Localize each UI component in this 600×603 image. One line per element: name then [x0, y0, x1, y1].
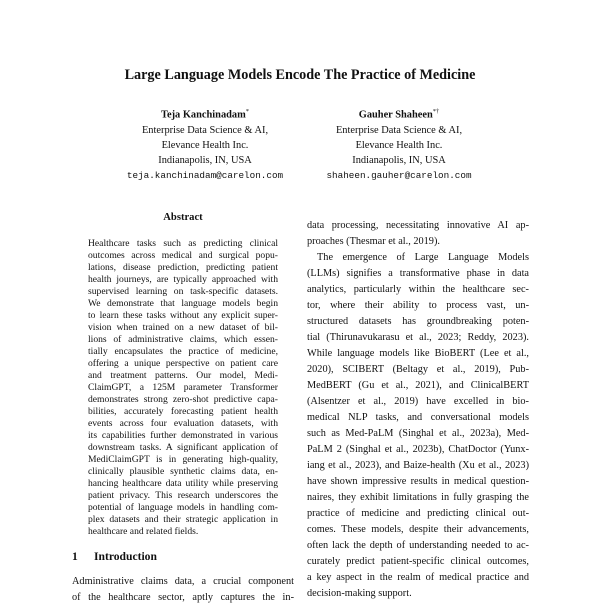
author-block	[95, 104, 315, 183]
author-block	[289, 104, 509, 183]
abstract-line: plex datasets and their strategic application in	[88, 514, 278, 525]
abstract-line: offering a unique perspective on patient care	[88, 358, 278, 369]
author-email[interactable]: teja.kanchinadam@carelon.com	[126, 170, 284, 182]
abstract-line: outcomes across medical and surgical popu-	[88, 250, 278, 261]
section-number: 1	[72, 550, 78, 563]
abstract-line: demonstrates strong zero-shot predictive capa-	[88, 394, 278, 405]
author-mark: *	[245, 108, 250, 115]
section-heading	[72, 550, 157, 563]
body-line: iang et al., 2023), and Baize-health (Xu et al., 2023)	[307, 460, 529, 471]
body-line: often lack the depth of understanding needed to ac-	[307, 540, 529, 551]
author-city: Indianapolis, IN, USA	[352, 155, 446, 167]
abstract-line: healthcare and related fields.	[88, 526, 199, 537]
abstract-line: vision when trained on a new dataset of bil-	[88, 322, 278, 333]
abstract-line: hancing healthcare data utility while preserving	[88, 478, 278, 489]
body-line: decision-making support.	[307, 588, 412, 599]
abstract-line: clinically plausible synthetic claims data, en-	[88, 466, 278, 477]
body-line: such as Med-PaLM (Singhal et al., 2023a), Med-	[307, 428, 529, 439]
abstract-line: lations, disease prediction, predicting patient	[88, 262, 278, 273]
body-line: of the healthcare sector, aptly captures the in-	[72, 592, 294, 603]
body-line: 2020), SCIBERT (Beltagy et al., 2019), Pub-	[307, 364, 529, 375]
body-line: curately predict patient-specific clinical outcomes,	[307, 556, 529, 567]
body-line: tial (Thirunavukarasu et al., 2023; Reddy, 2023).	[307, 332, 529, 343]
body-line: structured datasets has groundbreaking poten-	[307, 316, 529, 327]
body-line: proaches (Thesmar et al., 2019).	[307, 236, 440, 247]
body-line: have shown impressive results in medical question-	[307, 476, 529, 487]
author-org: Elevance Health Inc.	[161, 139, 249, 151]
abstract-line: We demonstrate that language models begin	[88, 298, 278, 309]
abstract-line: tially encapsulates the practice of medicine,	[88, 346, 278, 357]
body-line: naires, they exhibit limitations in fully grasping the	[307, 492, 529, 503]
abstract-line: ClaimGPT, a 125M parameter Transformer	[88, 382, 278, 393]
abstract-line: downstream tasks. A significant application of	[88, 442, 278, 453]
abstract-line: potential of language models in handling com-	[88, 502, 278, 513]
body-line: practice of medicine and predicting clinical out-	[307, 508, 529, 519]
body-line: medical NLP tasks, and conversational models	[307, 412, 529, 423]
body-line: Administrative claims data, a crucial component	[72, 576, 294, 587]
body-line: analytics, particularly within the healthcare sec-	[307, 284, 529, 295]
author-mark: *†	[432, 108, 440, 115]
body-line: a key aspect in the realm of medical practice and	[307, 572, 529, 583]
abstract-line: to learn these tasks without any explicit super-	[88, 310, 278, 321]
author-org: Elevance Health Inc.	[355, 139, 443, 151]
body-line: data processing, necessitating innovative AI ap-	[307, 220, 529, 231]
body-line: The emergence of Large Language Models	[317, 252, 529, 263]
author-name: Gauher Shaheen*†	[358, 108, 440, 121]
abstract-line: supervised learning on task-specific datasets.	[88, 286, 278, 297]
body-line: PaLM 2 (Singhal et al., 2023b), ChatDoctor (Yunx-	[307, 444, 529, 455]
paper-title: Large Language Models Encode The Practice of Medicine	[124, 67, 476, 83]
body-line: While language models like BioBERT (Lee et al.,	[307, 348, 529, 359]
abstract-line: Healthcare tasks such as predicting clinical	[88, 238, 278, 249]
abstract-line: health journeys, are typically approached with	[88, 274, 278, 285]
abstract-line: its capabilities further demonstrated in various	[88, 430, 278, 441]
abstract-heading: Abstract	[163, 212, 203, 223]
author-name: Teja Kanchinadam*	[160, 108, 250, 121]
author-dept: Enterprise Data Science & AI,	[141, 124, 269, 136]
abstract-line: events across four evaluation datasets, with	[88, 418, 278, 429]
author-email[interactable]: shaheen.gauher@carelon.com	[326, 170, 472, 182]
body-line: tor, where their ability to process vast, un-	[307, 300, 529, 311]
section-title: Introduction	[94, 550, 157, 563]
author-dept: Enterprise Data Science & AI,	[335, 124, 463, 136]
body-line: (Alsentzer et al., 2019) have excelled in bio-	[307, 396, 529, 407]
body-line: MedBERT (Gu et al., 2021), and ClinicalBERT	[307, 380, 529, 391]
abstract-line: and treatment patterns. Our model, Medi-	[88, 370, 278, 381]
abstract-line: bilities, accurately forecasting patient health	[88, 406, 278, 417]
body-line: (LLMs) signifies a transformative phase in data	[307, 268, 529, 279]
abstract-line: MediClaimGPT is in generating high-quality,	[88, 454, 278, 465]
abstract-line: patient privacy. This research underscores the	[88, 490, 278, 501]
author-city: Indianapolis, IN, USA	[158, 155, 252, 167]
abstract-line: lions of administrative claims, which essen-	[88, 334, 278, 345]
body-line: comes. These models, despite their advancements,	[307, 524, 529, 535]
